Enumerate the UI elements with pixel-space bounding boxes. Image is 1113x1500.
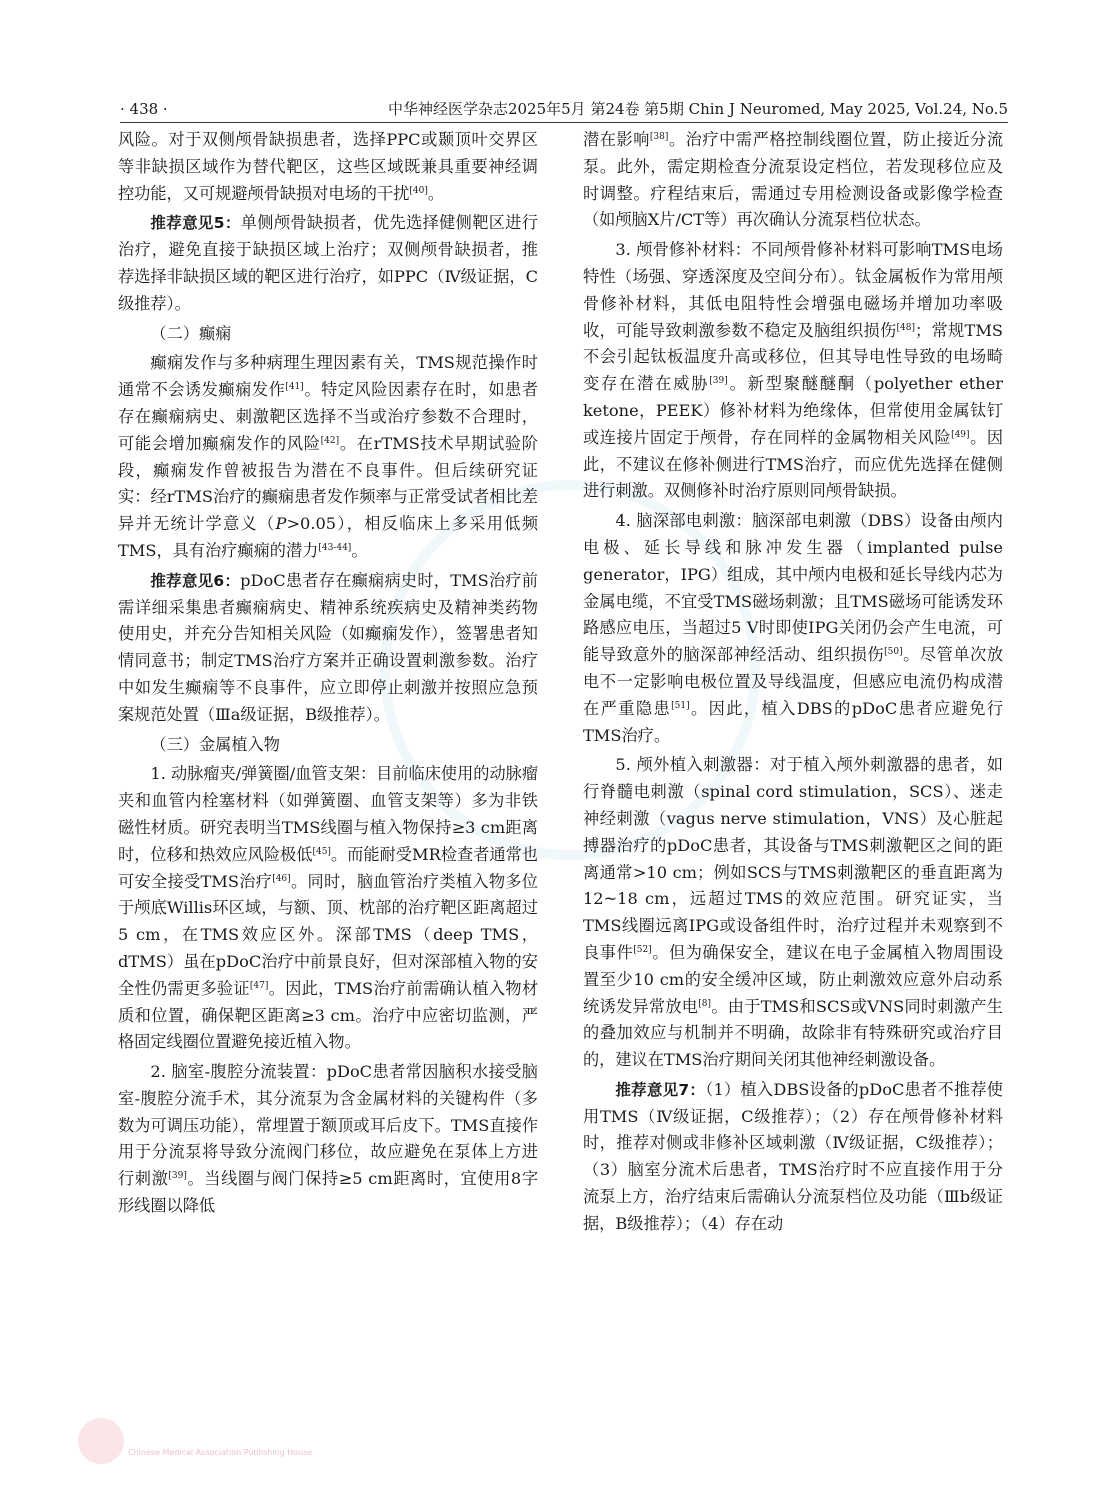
italic-symbol: P [275,514,287,534]
citation-ref: [47] [249,980,269,991]
paragraph-text: 。治疗中需严格控制线圈位置，防止接近分流泵。此外，需定期检查分流泵设定档位，若发现移位应及时调整。疗程结束后，需通过专用检测设备或影像学检查（如颅脑X片/CT等）再次确认分流泵档位状态。 [583,130,1003,230]
body-paragraph [583,752,1003,1074]
recommendation-paragraph [583,1077,1003,1238]
recommendation-label: 推荐意见7： [615,1080,706,1099]
recommendation-text: pDoC患者存在癫痫病史时，TMS治疗前需详细采集患者癫痫病史、精神系统疾病史及精神类药物使用史，并充分告知相关风险（如癫痫发作），签署患者知情同意书；制定TMS治疗方案并正确设置刺激参数。治疗中如发生癫痫等不良事件，应立即停止刺激并按照应急预案规范处置（Ⅲa级证据，B级推荐）。 [118,570,538,724]
paragraph-text: 。 [351,540,368,560]
paragraph-text: ；常规TMS不会引起钛板温度升高或移位，但其导电性导致的电场畸变存在潜在威胁 [583,320,1003,394]
body-paragraph [118,1059,538,1220]
running-header [120,98,1008,120]
citation-ref: [42] [320,435,340,446]
recommendation-text: 单侧颅骨缺损者，优先选择健侧靶区进行治疗，避免直接于缺损区域上治疗；双侧颅骨缺损者，推荐选择非缺损区域的靶区进行治疗，如PPC（Ⅳ级证据，C级推荐）。 [118,213,538,313]
recommendation-text: （1）植入DBS设备的pDoC患者不推荐使用TMS（Ⅳ级证据，C级推荐）；（2）存在颅骨修补材料时，推荐对侧或非修补区域刺激（Ⅳ级证据，C级推荐）；（3）脑室分流术后患者，TMS治疗时不应直接作用于分流泵上方，治疗结束后需确认分流泵档位及功能（Ⅲb级证据，B级推荐）；（4）存在动 [583,1079,1003,1233]
continued-paragraph [118,127,538,207]
page-number: · 438 · [120,100,168,118]
journal-citation: 中华神经医学杂志2025年5月 第24卷 第5期 Chin J Neuromed, May 2025, Vol.24, No.5 [387,100,1008,118]
recommendation-paragraph [118,210,538,317]
paragraph-text: 2. 脑室-腹腔分流装置：pDoC患者常因脑积水接受脑室-腹腔分流手术，其分流泵为含金属材料的关键构件（多数为可调压功能），常埋置于额顶或耳后皮下。TMS直接作用于分流泵将导致分流阀门移位，故应避免在泵体上方进行刺激 [118,1062,538,1189]
paragraph-text: 。而能耐受MR检查者通常也可安全接受TMS治疗 [118,844,538,891]
paragraph-text: 。在rTMS技术早期试验阶段，癫痫发作曾被报告为潜在不良事件。但后续研究证实：经rTMS治疗的癫痫患者发作频率与正常受试者相比差异并无统计学意义（ [118,433,538,534]
citation-ref: [50] [884,647,903,658]
paragraph-text: 4. 脑深部电刺激：脑深部电刺激（DBS）设备由颅内电极、延长导线和脉冲发生器（implanted pulse generator，IPG）组成，其中颅内电极和延长导线内芯为金属电缆，不宜受TMS磁场刺激；且TMS磁场可能诱发环路感应电压，当超过5 V时即使IPG关闭仍会产生电流，可能导致意外的脑深部神经活动、组织损伤 [583,511,1003,665]
recommendation-label: 推荐意见6： [150,571,241,590]
paragraph-text: 癫痫发作与多种病理生理因素有关，TMS规范操作时通常不会诱发癫痫发作 [118,353,538,400]
paragraph-text: 。因此，TMS治疗前需确认植入物材质和位置，确保靶区距离≥3 cm。治疗中应密切监测，严格固定线圈位置避免接近植入物。 [118,978,538,1052]
body-paragraph [583,237,1003,505]
body-paragraph [118,350,538,564]
header-rule [120,122,1008,123]
right-column [583,127,1003,1437]
paragraph-text: 。由于TMS和SCS或VNS同时刺激产生的叠加效应与机制并不明确，故除非有特殊研究或治疗目的，建议在TMS治疗期间关闭其他神经刺激设备。 [583,996,1003,1070]
citation-ref: [51] [671,700,690,711]
paragraph-text: 5. 颅外植入刺激器：对于植入颅外刺激器的患者，如行脊髓电刺激（spinal cord stimulation，SCS）、迷走神经刺激（vagus nerve stimulation，VNS）及心脏起搏器治疗的pDoC患者，其设备与TMS刺激靶区之间的距离通常>10 cm；例如SCS与TMS刺激靶区的垂直距离为12~18 cm，远超过TMS的效应范围。研究证实，当TMS线圈远离IPG或设备组件时，治疗过程并未观察到不良事件 [583,755,1003,962]
citation-ref: [8] [698,998,712,1009]
paragraph-text: 。因此，不建议在修补侧进行TMS治疗，而应优先选择在健侧进行刺激。双侧修补时治疗原则同颅骨缺损。 [583,427,1003,501]
citation-ref: [41] [285,382,304,393]
citation-ref: [40] [409,185,428,196]
citation-ref: [46] [272,873,291,884]
recommendation-label: 推荐意见5： [150,214,241,233]
body-paragraph [118,761,538,1056]
recommendation-paragraph [118,568,538,729]
citation-ref: [39] [168,1171,187,1182]
paragraph-text: 。特定风险因素存在时，如患者存在癫痫病史、刺激靶区选择不当或治疗参数不合理时，可能会增加癫痫发作的风险 [118,380,538,453]
publisher-text: Chinese Medical Association Publishing House [128,1448,313,1457]
continued-paragraph [583,127,1003,234]
body-paragraph [583,508,1003,749]
paragraph-text: 。因此，植入DBS的pDoC患者应避免行TMS治疗。 [583,698,1003,745]
paragraph-text: 。但为确保安全，建议在电子金属植入物周围设置至少10 cm的安全缓冲区域，防止刺激效应意外启动系统诱发异常放电 [583,942,1003,1016]
paragraph-text: >0.05），相反临床上多采用低频TMS，具有治疗癫痫的潜力 [118,514,538,560]
section-heading: （二）癫痫 [150,323,232,343]
citation-ref: [45] [312,846,331,857]
paragraph-text: 。当线圈与阀门保持≥5 cm距离时，宜使用8字形线圈以降低 [118,1169,538,1216]
citation-ref: [43-44] [318,542,352,553]
citation-ref: [49] [951,429,970,440]
left-column [118,127,538,1437]
citation-ref: [52] [633,944,652,955]
paragraph-text: 。尽管单次放电不一定影响电极位置及导线温度，但感应电流仍构成潜在严重隐患 [583,645,1003,718]
citation-ref: [48] [896,322,916,333]
paragraph-text: 。新型聚醚醚酮（polyether ether ketone，PEEK）修补材料为绝缘体，但常使用金属钛钉或连接片固定于颅骨，存在同样的金属物相关风险 [583,374,1003,447]
paragraph-text: 1. 动脉瘤夹/弹簧圈/血管支架：目前临床使用的动脉瘤夹和血管内栓塞材料（如弹簧圈、血管支架等）多为非铁磁性材质。研究表明当TMS线圈与植入物保持≥3 cm距离时，位移和热效应风险极低 [118,764,538,864]
paragraph-text: 。 [427,183,445,203]
publisher-logo [78,1418,124,1464]
citation-ref: [38] [649,132,669,142]
paragraph-text: 3. 颅骨修补材料：不同颅骨修补材料可影响TMS电场特性（场强、穿透深度及空间分布）。钛金属板作为常用颅骨修补材料，其低电阻特性会增强电磁场并增加功率吸收，可能导致刺激参数不稳定及脑组织损伤 [583,240,1003,340]
section-heading: （三）金属植入物 [150,734,280,754]
citation-ref: [39] [709,376,728,387]
paragraph-text: 风险。对于双侧颅骨缺损患者，选择PPC或颞顶叶交界区等非缺损区域作为替代靶区，这些区域既兼具重要神经调控功能，又可规避颅骨缺损对电场的干扰 [118,130,538,203]
paragraph-text: 。同时，脑血管治疗类植入物多位于颅底Willis环区域，与额、顶、枕部的治疗靶区距离超过5 cm，在TMS效应区外。深部TMS（deep TMS，dTMS）虽在pDoC治疗中前景良好，但对深部植入物的安全性仍需更多验证 [118,871,538,998]
paragraph-text: 潜在影响 [583,130,650,149]
